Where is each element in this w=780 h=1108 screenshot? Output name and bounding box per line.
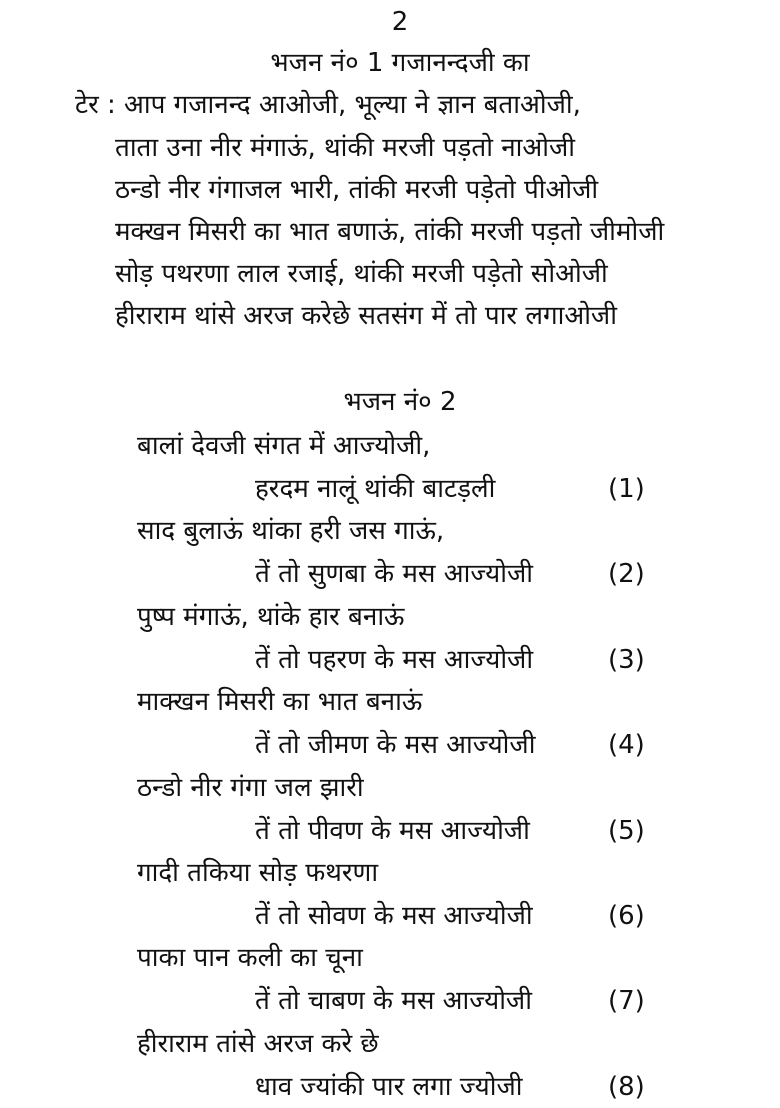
verse-line: गादी तकिया सोड़ फथरणा [137,858,379,888]
page-number: 2 [391,7,409,37]
verse-number: (6) [608,901,645,931]
bhajan-1-line: ताता उना नीर मंगाऊं, थांकी मरजी पड़तो नाओजी [115,133,576,163]
verse-refrain: तें तो पहरण के मस आज्योजी [255,644,534,675]
verse-line: हीराराम तांसे अरज करे छे [137,1028,379,1059]
verse-refrain: धाव ज्यांकी पार लगा ज्योजी [255,1071,523,1102]
verse-number: (5) [608,815,645,846]
verse-number: (8) [608,1071,645,1102]
bhajan-2-title: भजन नं० 2 [343,387,457,417]
bhajan-1-line: टेर : आप गजानन्द आओजी, भूल्या ने ज्ञान बताओजी, [75,90,581,120]
verse-line: पाका पान कली का चूना [137,943,363,974]
verse-line: पुष्प मंगाऊं, थांके हार बनाऊं [137,601,405,632]
bhajan-1-title: भजन नं० 1 गजानन्दजी का [270,48,530,78]
bhajan-1-line: मक्खन मिसरी का भात बणाऊं, तांकी मरजी पड़तो जीमोजी [115,217,665,247]
bhajan-1-line: हीराराम थांसे अरज करेछे सतसंग में तो पार लगाओजी [115,301,617,331]
verse-line: साद बुलाऊं थांका हरी जस गाऊं, [137,516,445,547]
bhajan-1-line: ठन्डो नीर गंगाजल भारी, तांकी मरजी पड़ेतो पीओजी [115,175,599,205]
verse-line: बालां देवजी संगत में आज्योजी, [137,431,431,461]
verse-number: (7) [608,986,645,1017]
verse-number: (4) [608,730,645,761]
verse-refrain: तें तो चाबण के मस आज्योजी [255,986,532,1017]
verse-refrain: हरदम नालूं थांकी बाटड़ली [255,474,496,504]
verse-refrain: तें तो पीवण के मस आज्योजी [255,815,530,846]
verse-refrain: तें तो सोवण के मस आज्योजी [255,901,533,931]
verse-number: (2) [608,559,645,590]
bhajan-1-line: सोड़ पथरणा लाल रजाई, थांकी मरजी पड़ेतो सोओजी [115,259,608,289]
verse-refrain: तें तो सुणबा के मस आज्योजी [255,559,534,590]
verse-refrain: तें तो जीमण के मस आज्योजी [255,730,536,761]
verse-line: माक्खन मिसरी का भात बनाऊं [137,687,423,718]
verse-number: (1) [608,474,645,504]
verse-number: (3) [608,644,645,675]
verse-line: ठन्डो नीर गंगा जल झारी [137,772,364,803]
